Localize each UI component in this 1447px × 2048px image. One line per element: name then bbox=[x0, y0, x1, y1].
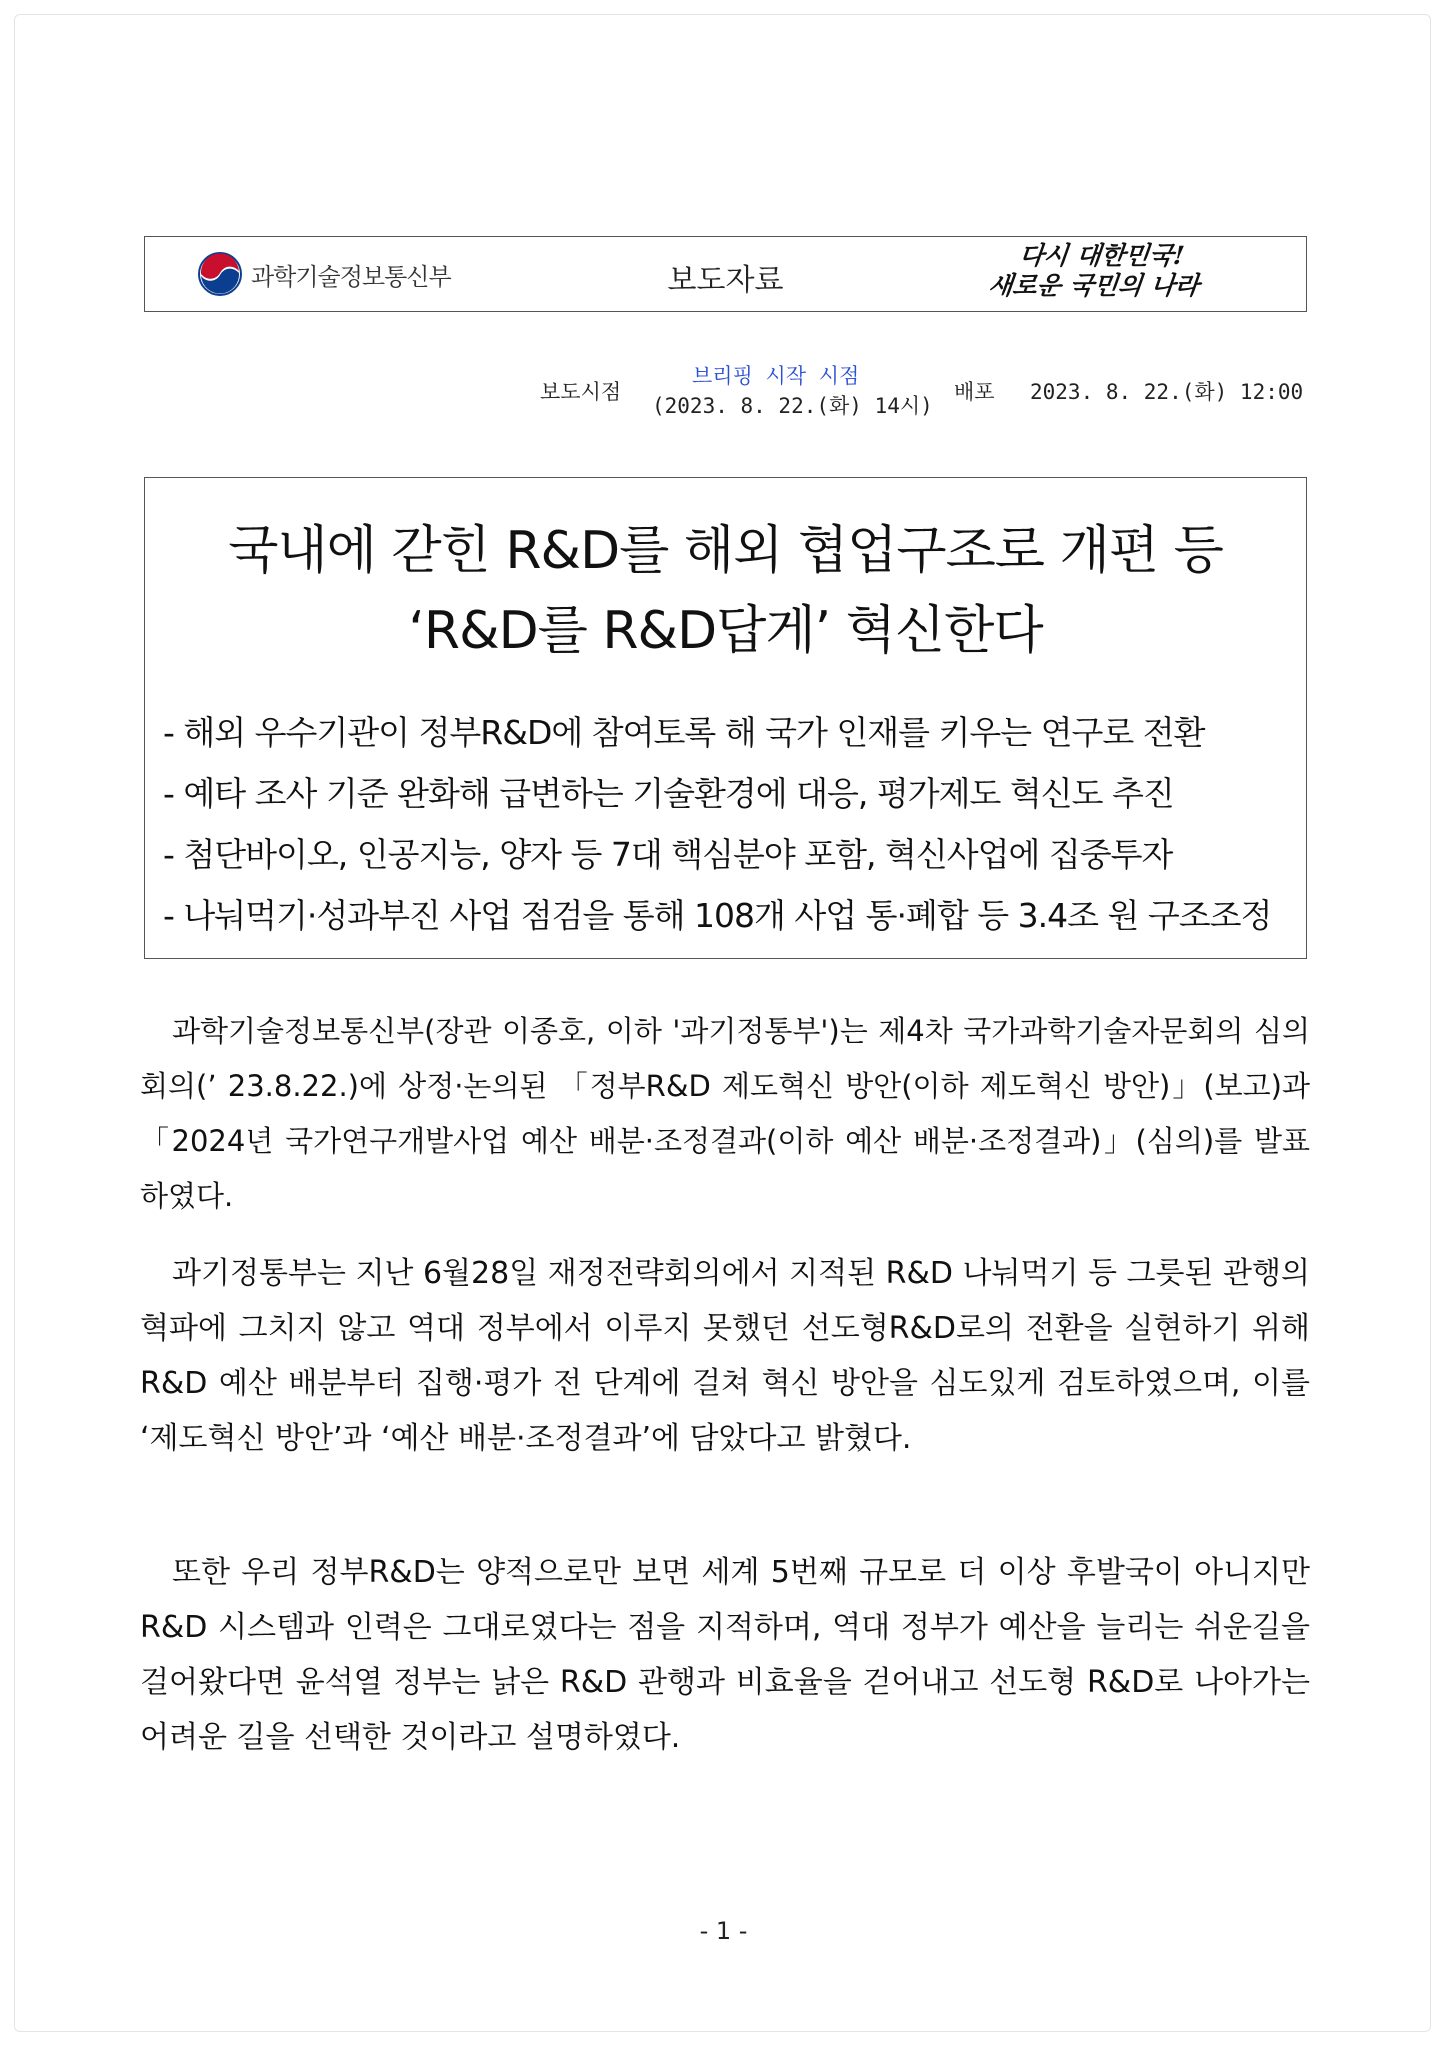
ministry-name: 과학기술정보통신부 bbox=[251, 262, 451, 291]
press-header bbox=[144, 236, 1307, 312]
slogan-line-1: 다시 대한민국! bbox=[1018, 241, 1186, 270]
distribution-time: 2023. 8. 22.(화) 12:00 bbox=[1030, 380, 1304, 404]
slogan-line-2: 새로운 국민의 나라 bbox=[986, 271, 1201, 300]
summary-bullet: - 예타 조사 기준 완화해 급변하는 기술환경에 대응, 평가제도 혁신도 추진 bbox=[163, 774, 1174, 813]
headline-line-1: 국내에 갇힌 R&D를 해외 협업구조로 개편 등 bbox=[228, 521, 1223, 581]
body-paragraph-1: 과학기술정보통신부(장관 이종호, 이하 '과기정통부')는 제4차 국가과학기술자문회의 심의회의(’ 23.8.22.)에 상정·논의된 「정부R&D 제도혁신 방안(이하 제도혁신 방안)」(보고)과 「2024년 국가연구개발사업 예산 배분·조정결과(이하 예산 배분·조정결과)」(심의)를 발표하였다. bbox=[140, 1014, 1310, 1213]
page-number: - 1 - bbox=[699, 1917, 748, 1945]
summary-bullet: - 나눠먹기·성과부진 사업 점검을 통해 108개 사업 통·폐합 등 3.4조 원 구조조정 bbox=[163, 896, 1272, 935]
headline-box bbox=[144, 477, 1307, 959]
release-time-label: 보도시점 bbox=[540, 380, 622, 404]
summary-bullets bbox=[163, 702, 1296, 946]
slogan-logo bbox=[987, 241, 1253, 301]
summary-bullet: - 첨단바이오, 인공지능, 양자 등 7대 핵심분야 포함, 혁신사업에 집중투자 bbox=[163, 835, 1173, 874]
headline-line-2: ‘R&D를 R&D답게’ 혁신한다 bbox=[408, 601, 1043, 661]
doc-type-title: 보도자료 bbox=[667, 263, 784, 298]
briefing-time: (2023. 8. 22.(화) 14시) bbox=[652, 394, 933, 418]
briefing-label: 브리핑 시작 시점 bbox=[692, 364, 860, 388]
body-paragraph-3: 또한 우리 정부R&D는 양적으로만 보면 세계 5번째 규모로 더 이상 후발국이 아니지만 R&D 시스템과 인력은 그대로였다는 점을 지적하며, 역대 정부가 예산을 늘리는 쉬운길을 걸어왔다면 윤석열 정부는 낡은 R&D 관행과 비효율을 걷어내고 선도형 R&D로 나아가는 어려운 길을 선택한 것이라고 설명하였다. bbox=[140, 1555, 1310, 1755]
distribution-label: 배포 bbox=[954, 380, 995, 404]
summary-bullet: - 해외 우수기관이 정부R&D에 참여토록 해 국가 인재를 키우는 연구로 전환 bbox=[163, 713, 1205, 752]
body-paragraph-2: 과기정통부는 지난 6월28일 재정전략회의에서 지적된 R&D 나눠먹기 등 그릇된 관행의 혁파에 그치지 않고 역대 정부에서 이루지 못했던 선도형R&D로의 전환을 실현하기 위해 R&D 예산 배분부터 집행·평가 전 단계에 걸쳐 혁신 방안을 심도있게 검토하였으며, 이를 ‘제도혁신 방안’과 ‘예산 배분·조정결과’에 담았다고 밝혔다. bbox=[140, 1256, 1310, 1456]
